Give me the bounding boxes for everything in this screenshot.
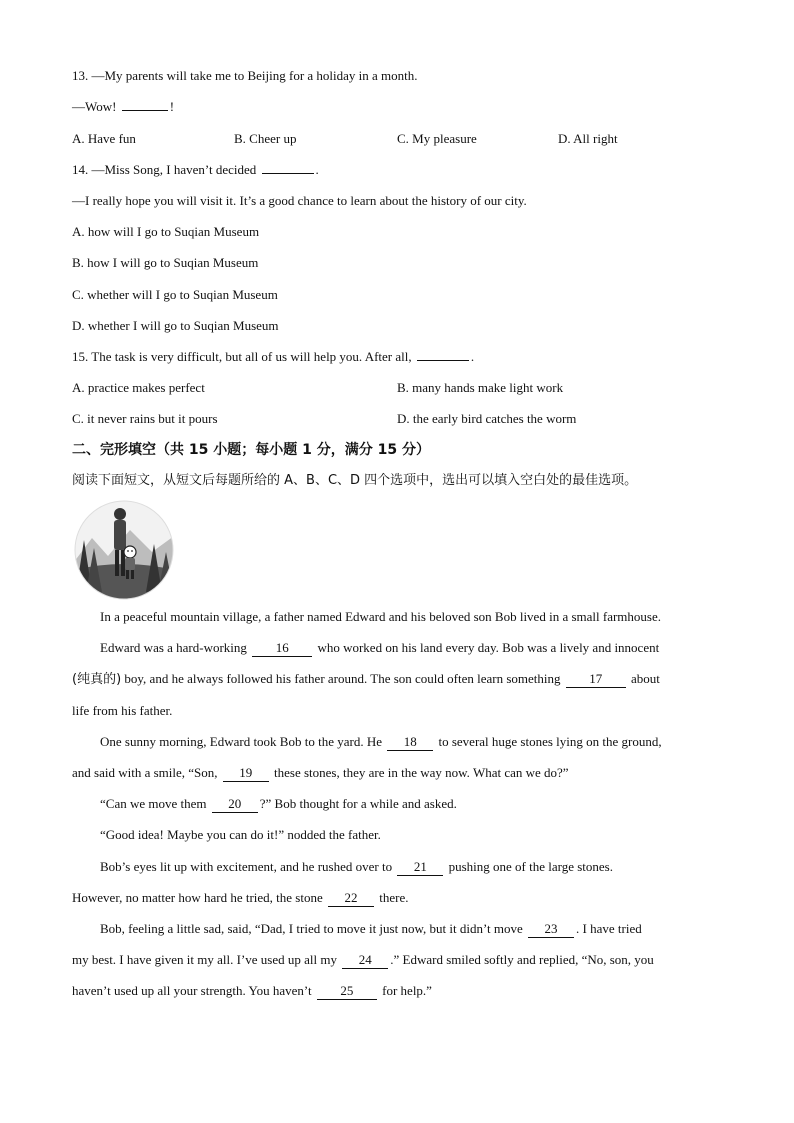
q15-answer-blank <box>417 360 469 361</box>
passage-line-11 <box>100 919 642 939</box>
passage-text: Edward was a hard-working <box>100 640 251 655</box>
passage-text: pushing one of the large stones. <box>445 859 613 874</box>
blank-21: 21 <box>397 859 443 876</box>
q15-option-c: C. it never rains but it pours <box>72 411 218 426</box>
passage-text: for help.” <box>378 983 432 998</box>
q13-option-d: D. All right <box>558 131 618 146</box>
passage-text: about <box>627 671 660 686</box>
passage-line-2 <box>100 638 659 658</box>
passage-text: One sunny morning, Edward took Bob to the yard. He <box>100 734 386 749</box>
q14-stem <box>72 160 319 180</box>
passage-line-7 <box>100 794 457 814</box>
passage-line-12 <box>72 950 654 970</box>
blank-24: 24 <box>342 952 388 969</box>
passage-text: Bob, feeling a little sad, said, “Dad, I tried to move it just now, but it didn’t move <box>100 921 527 936</box>
passage-text: Bob’s eyes lit up with excitement, and he rushed over to <box>100 859 396 874</box>
passage-paragraph-1: In a peaceful mountain village, a father named Edward and his beloved son Bob lived in a small farmhouse. <box>100 609 661 624</box>
passage-line-10 <box>72 888 408 908</box>
passage-text: and said with a smile, “Son, <box>72 765 221 780</box>
passage-text: ?” Bob thought for a while and asked. <box>259 796 457 811</box>
q13-stem: 13. —My parents will take me to Beijing for a holiday in a month. <box>72 68 418 83</box>
passage-text: . I have tried <box>576 921 642 936</box>
passage-text: these stones, they are in the way now. What can we do?” <box>270 765 569 780</box>
passage-text: there. <box>375 890 409 905</box>
blank-19: 19 <box>223 765 269 782</box>
q14-option-d: D. whether I will go to Suqian Museum <box>72 318 279 333</box>
blank-16: 16 <box>252 640 312 657</box>
blank-23: 23 <box>528 921 574 938</box>
passage-line-3 <box>72 669 660 690</box>
passage-text: However, no matter how hard he tried, the stone <box>72 890 326 905</box>
q13-answer-blank <box>122 110 168 111</box>
passage-text: to several huge stones lying on the ground, <box>435 734 662 749</box>
blank-18: 18 <box>387 734 433 751</box>
blank-25: 25 <box>317 983 377 1000</box>
blank-22: 22 <box>328 890 374 907</box>
q15-option-a: A. practice makes perfect <box>72 380 205 395</box>
passage-line-5 <box>100 732 662 752</box>
q14-stem-start: 14. —Miss Song, I haven’t decided <box>72 162 260 177</box>
passage-text: haven’t used up all your strength. You haven’t <box>72 983 315 998</box>
q15-stem-start: 15. The task is very difficult, but all of us will help you. After all, <box>72 349 415 364</box>
passage-line-8: “Good idea! Maybe you can do it!” nodded the father. <box>100 827 381 842</box>
passage-text: .” Edward smiled softly and replied, “No, son, you <box>390 952 654 967</box>
q13-reply-end: ! <box>169 99 175 114</box>
q14-answer-blank <box>262 173 314 174</box>
passage-text: my best. I have given it my all. I’ve used up all my <box>72 952 341 967</box>
passage-line-13 <box>72 981 432 1001</box>
q13-option-c: C. My pleasure <box>397 131 477 146</box>
q13-reply-start: —Wow! <box>72 99 120 114</box>
section-instruction: 阅读下面短文，从短文后每题所给的 A、B、C、D 四个选项中，选出可以填入空白处的最佳选项。 <box>72 473 638 488</box>
q14-option-c: C. whether will I go to Suqian Museum <box>72 287 278 302</box>
q15-stem-end: . <box>470 349 475 364</box>
section-heading: 二、完形填空（共 15 小题；每小题 1 分，满分 15 分） <box>72 442 430 458</box>
q15-option-b: B. many hands make light work <box>397 380 564 395</box>
q14-option-b: B. how I will go to Suqian Museum <box>72 255 259 270</box>
passage-line-6 <box>72 763 569 783</box>
passage-text: boy, and he always followed his father around. The son could often learn something <box>121 671 564 686</box>
q14-option-a: A. how will I go to Suqian Museum <box>72 224 260 239</box>
passage-text: who worked on his land every day. Bob was a lively and innocent <box>314 640 660 655</box>
passage-gloss: (纯真的) <box>72 672 122 687</box>
passage-line-4: life from his father. <box>72 703 173 718</box>
q13-option-a: A. Have fun <box>72 131 136 146</box>
q13-reply <box>72 97 174 117</box>
q14-reply: —I really hope you will visit it. It’s a good chance to learn about the history of our city. <box>72 193 527 208</box>
father-son-illustration <box>74 500 174 600</box>
q15-stem <box>72 347 474 367</box>
q13-option-b: B. Cheer up <box>234 131 297 146</box>
passage-line-9 <box>100 857 613 877</box>
q15-option-d: D. the early bird catches the worm <box>397 411 577 426</box>
passage-text: “Can we move them <box>100 796 210 811</box>
blank-20: 20 <box>212 796 258 813</box>
blank-17: 17 <box>566 671 626 688</box>
q14-stem-end: . <box>315 162 319 177</box>
